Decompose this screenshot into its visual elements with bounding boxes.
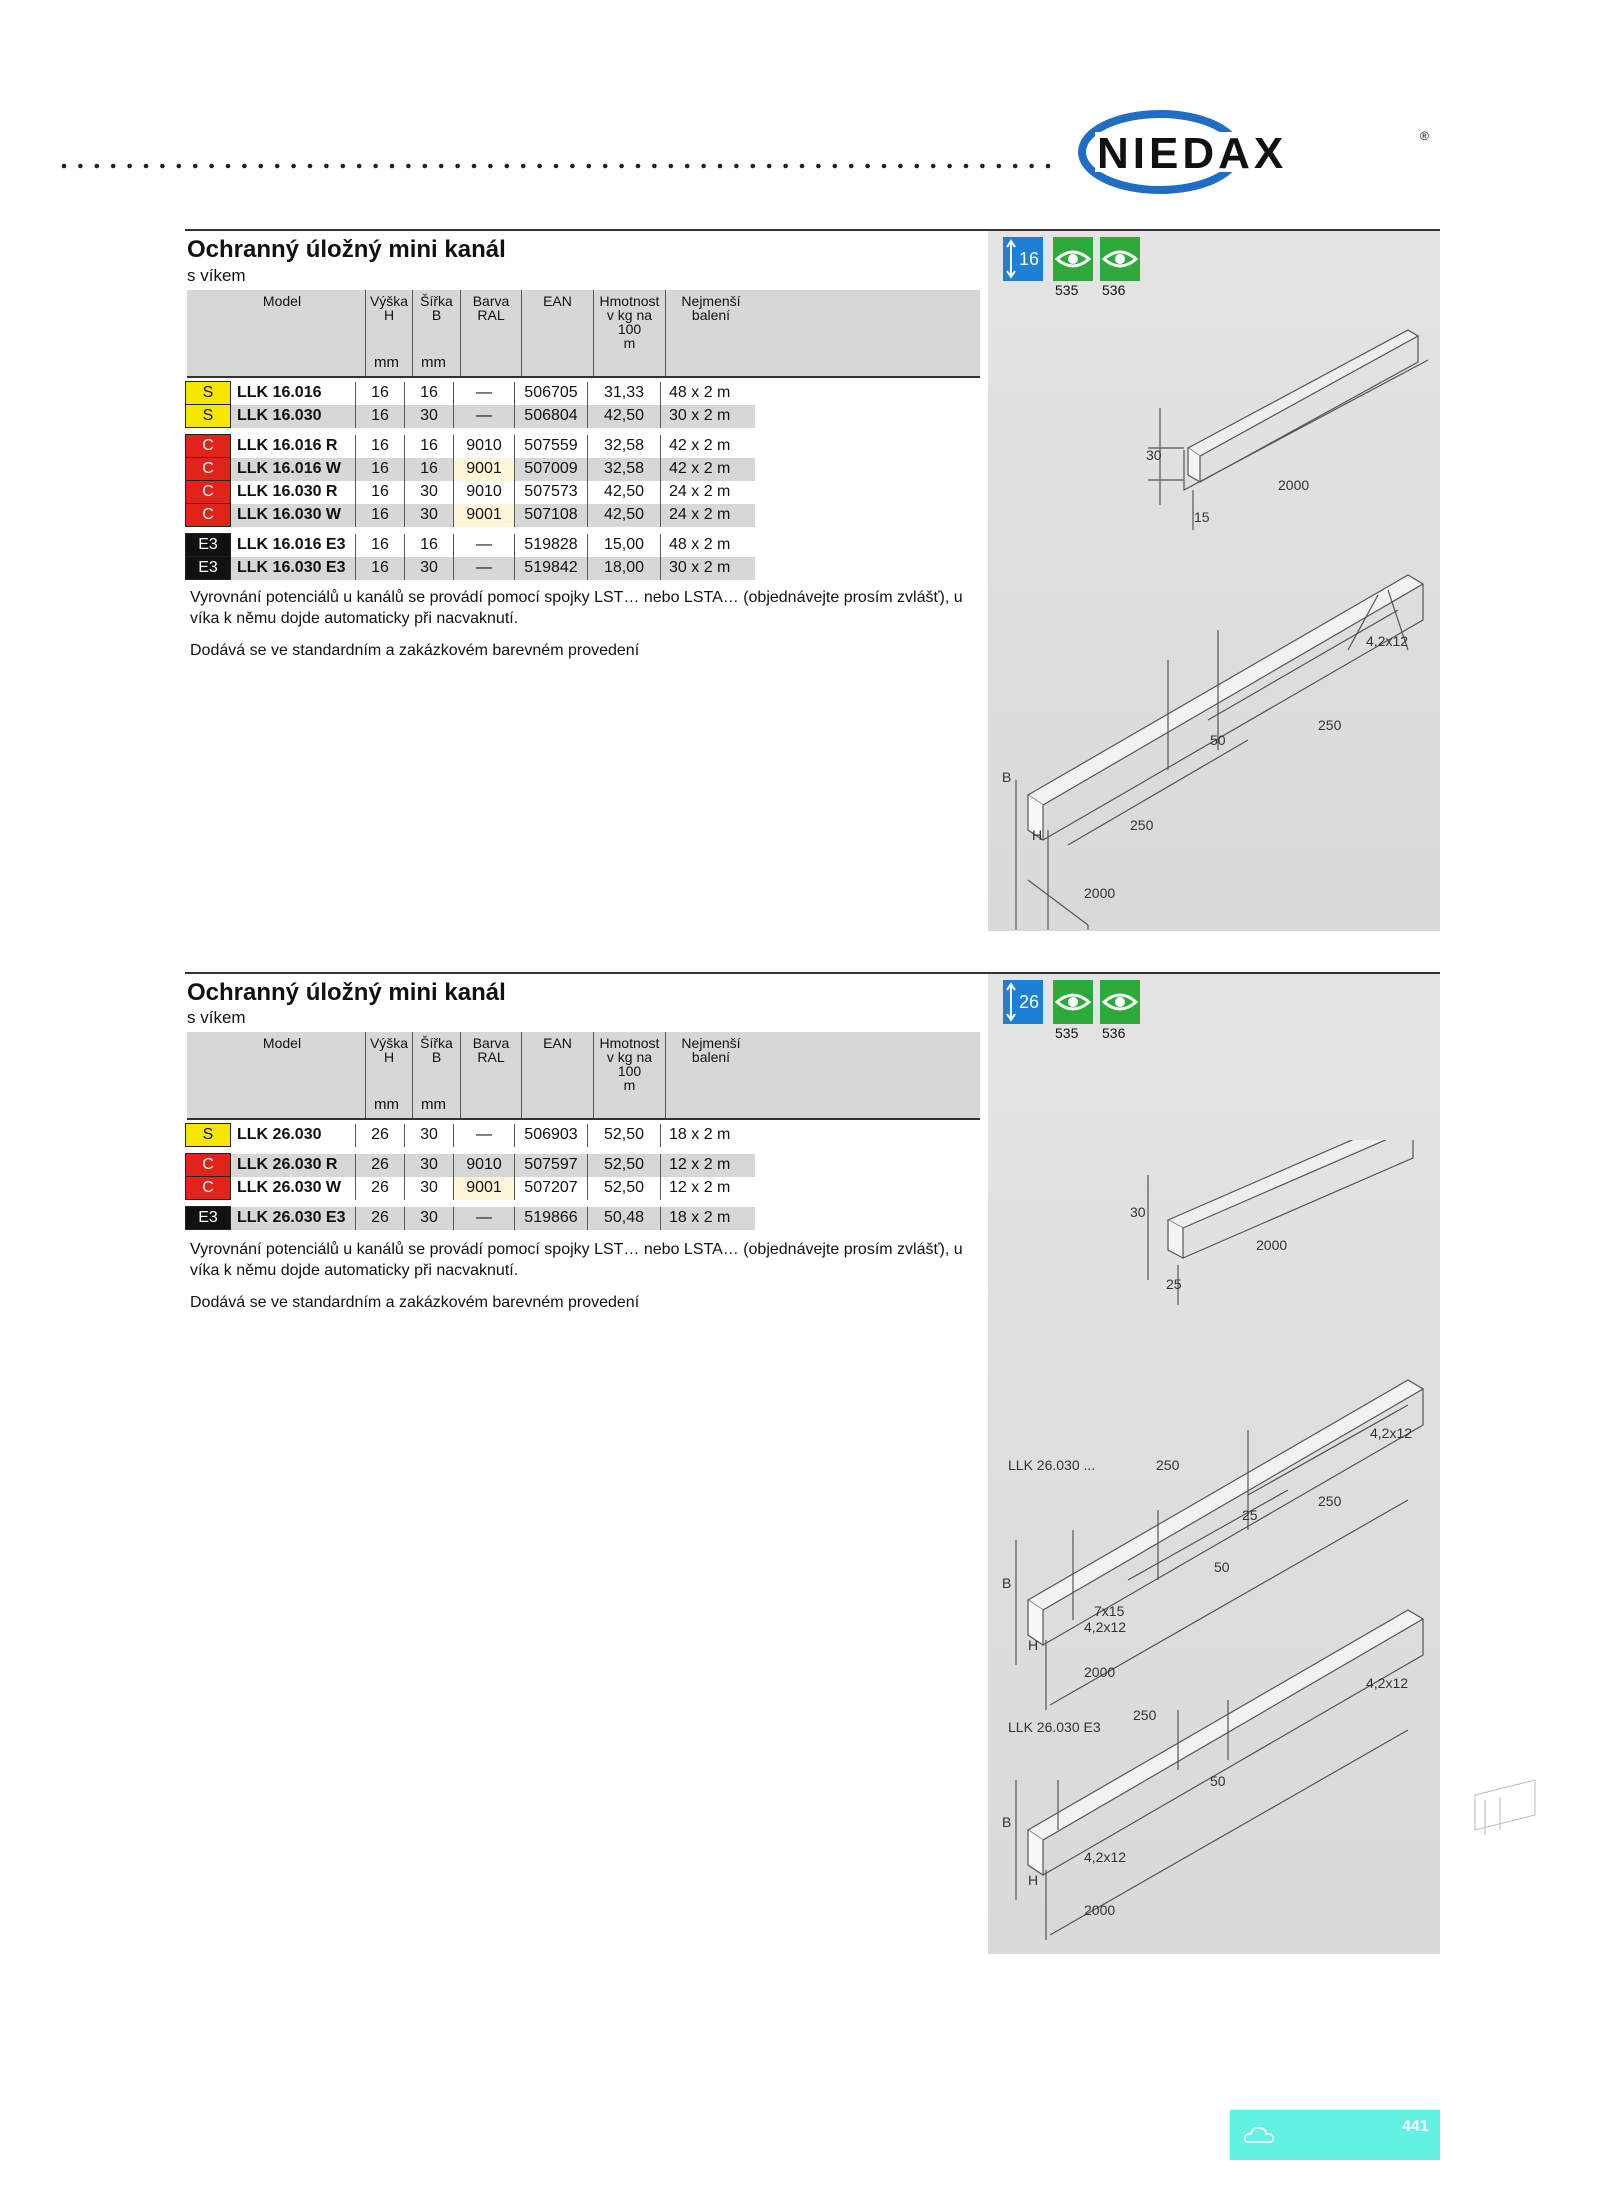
- pack-value: 24 x 2 m: [661, 504, 756, 527]
- dim-label: 4,2x12: [1370, 1425, 1413, 1441]
- col-model: Model: [262, 293, 302, 309]
- ean-value: 507009: [515, 458, 588, 481]
- width-value: 16: [405, 435, 454, 458]
- model-name: LLK 16.016 R: [237, 437, 338, 454]
- col-height-sub: H: [383, 307, 395, 323]
- unit-h: mm: [374, 354, 399, 371]
- page-number: 441: [1402, 2118, 1429, 2135]
- pack-value: 42 x 2 m: [661, 458, 756, 481]
- weight-value: 52,50: [588, 1124, 661, 1147]
- dim-label: 250: [1318, 717, 1342, 733]
- dim-label: H: [1028, 1872, 1039, 1888]
- col-pack-1: Nejmenší: [681, 1035, 741, 1051]
- col-model: Model: [262, 1035, 302, 1051]
- col-height: Výška: [369, 293, 409, 309]
- col-weight-3: 100: [617, 321, 642, 337]
- col-ean: EAN: [543, 1035, 572, 1051]
- model-name: LLK 26.030 R: [231, 1154, 356, 1177]
- width-value: 30: [405, 1207, 454, 1230]
- size-icon: [1003, 237, 1043, 281]
- model-name: LLK 16.030 R: [237, 483, 338, 500]
- icon-label: 535: [1055, 282, 1079, 298]
- technical-drawing: [988, 300, 1440, 930]
- dim-label: 50: [1210, 1773, 1226, 1789]
- model-name: LLK 26.030 W: [237, 1179, 342, 1196]
- dim-label: 4,2x12: [1084, 1619, 1127, 1635]
- dim-label: LLK 26.030 E3: [1008, 1719, 1101, 1735]
- height-value: 26: [356, 1154, 405, 1177]
- section-subtitle: s víkem: [187, 266, 246, 285]
- table-row: [186, 1124, 756, 1147]
- weight-value: 52,50: [588, 1154, 661, 1177]
- note-text: Dodává se ve standardním a zakázkovém barevném provedení: [190, 642, 640, 659]
- ean-value: 506804: [515, 405, 588, 428]
- badge-c: C: [186, 481, 231, 504]
- dim-label: 30: [1130, 1204, 1146, 1220]
- pack-value: 48 x 2 m: [661, 382, 756, 405]
- table-row: [186, 458, 756, 481]
- height-value: 16: [356, 504, 405, 527]
- ral-value: 9001: [454, 458, 515, 481]
- width-value: 30: [405, 1177, 454, 1200]
- brand-name: NIEDAX: [1097, 129, 1288, 178]
- height-value: 16: [356, 534, 405, 557]
- table-header: [187, 1032, 980, 1118]
- dim-label: 2000: [1084, 885, 1116, 901]
- unit-b: mm: [421, 1096, 446, 1113]
- height-value: 16: [356, 557, 405, 580]
- col-weight-4: m: [623, 335, 636, 351]
- col-weight-2: v kg na: [606, 1049, 653, 1065]
- eye-icon: [1100, 237, 1140, 281]
- unit-h: mm: [374, 1096, 399, 1113]
- model-name: LLK 16.030 W: [231, 504, 356, 527]
- dim-label: 15: [1194, 509, 1210, 525]
- ean-value: 519866: [515, 1207, 588, 1230]
- width-value: 30: [405, 557, 454, 580]
- ean-value: 507573: [515, 481, 588, 504]
- badge-c: C: [186, 504, 231, 527]
- col-height-sub: H: [383, 1049, 395, 1065]
- dim-label: 250: [1133, 1707, 1157, 1723]
- product-table: [185, 1123, 755, 1230]
- dim-label: 250: [1130, 817, 1154, 833]
- dim-label: H: [1032, 827, 1043, 843]
- model-name: LLK 26.030: [237, 1126, 322, 1143]
- weight-value: 52,50: [588, 1177, 661, 1200]
- table-row: [186, 1154, 756, 1177]
- icon-label: 536: [1102, 282, 1126, 298]
- model-name: LLK 16.016 W: [231, 458, 356, 481]
- dim-label: LLK 26.030 ...: [1008, 1457, 1096, 1473]
- badge-s: S: [186, 382, 231, 405]
- weight-value: 32,58: [588, 458, 661, 481]
- dim-label: 2000: [1084, 1664, 1116, 1680]
- table-row: [186, 534, 756, 557]
- width-value: 30: [405, 1154, 454, 1177]
- badge-c: C: [186, 1154, 231, 1177]
- ean-value: 519842: [515, 557, 588, 580]
- ral-value: —: [454, 534, 515, 557]
- ral-value: —: [454, 1207, 515, 1230]
- dim-label: B: [1002, 1575, 1012, 1591]
- dim-label: 25: [1166, 1276, 1182, 1292]
- dim-label: 30: [1146, 447, 1162, 463]
- dim-label: 4,2x12: [1366, 1675, 1409, 1691]
- icon-label: 535: [1055, 1025, 1079, 1041]
- table-row: [186, 382, 756, 405]
- technical-drawing: [988, 1140, 1440, 1950]
- registered-mark: ®: [1420, 129, 1429, 143]
- col-height: Výška: [369, 1035, 409, 1051]
- dim-label: 50: [1214, 1559, 1230, 1575]
- weight-value: 50,48: [588, 1207, 661, 1230]
- col-color-sub: RAL: [477, 307, 505, 323]
- ean-value: 519828: [515, 534, 588, 557]
- product-table: [185, 381, 755, 580]
- col-width: Šířka: [420, 293, 453, 309]
- dim-label: 2000: [1278, 477, 1310, 493]
- ean-value: 506903: [515, 1124, 588, 1147]
- width-value: 30: [405, 1124, 454, 1147]
- dim-label: 2000: [1256, 1237, 1288, 1253]
- badge-c: C: [186, 458, 231, 481]
- table-row: [186, 1207, 756, 1230]
- height-value: 26: [356, 1177, 405, 1200]
- ral-value: —: [454, 405, 515, 428]
- height-value: 26: [356, 1124, 405, 1147]
- section-title: Ochranný úložný mini kanál: [187, 979, 506, 1006]
- table-row: [186, 405, 756, 428]
- ral-value: 9010: [454, 481, 515, 504]
- width-value: 30: [405, 481, 454, 504]
- icon-label: 536: [1102, 1025, 1126, 1041]
- pack-value: 48 x 2 m: [661, 534, 756, 557]
- dim-label: B: [1002, 769, 1012, 785]
- model-name: LLK 16.016: [237, 384, 322, 401]
- width-value: 16: [405, 382, 454, 405]
- model-name: LLK 26.030 E3: [231, 1207, 356, 1230]
- col-pack-1: Nejmenší: [681, 293, 741, 309]
- dim-label: 4,2x12: [1084, 1849, 1127, 1865]
- col-color: Barva: [472, 293, 510, 309]
- badge-e3: E3: [186, 1207, 231, 1230]
- width-value: 16: [405, 458, 454, 481]
- dotted-separator: [60, 160, 1060, 172]
- ean-value: 506705: [515, 382, 588, 405]
- col-weight-3: 100: [617, 1063, 642, 1079]
- col-ean: EAN: [543, 293, 572, 309]
- col-color-sub: RAL: [477, 1049, 505, 1065]
- page-footer-tab: [1230, 2110, 1440, 2160]
- section-title: Ochranný úložný mini kanál: [187, 236, 506, 263]
- col-weight-4: m: [623, 1077, 636, 1093]
- col-color: Barva: [472, 1035, 510, 1051]
- table-header: [187, 290, 980, 376]
- table-row: [186, 504, 756, 527]
- note-text: Vyrovnání potenciálů u kanálů se provádí pomocí spojky LST… nebo LSTA… (objednávejte prosím zvlášť), u víka k němu dojde automaticky při nacvaknutí.: [190, 589, 963, 627]
- col-weight-2: v kg na: [606, 307, 653, 323]
- model-name: LLK 16.016 E3: [237, 536, 346, 553]
- pack-value: 18 x 2 m: [661, 1207, 756, 1230]
- badge-c: C: [186, 435, 231, 458]
- height-value: 16: [356, 458, 405, 481]
- unit-b: mm: [421, 354, 446, 371]
- dim-label: B: [1002, 1814, 1012, 1830]
- channel-sketch: [1470, 1775, 1540, 1845]
- col-width-sub: B: [431, 307, 442, 323]
- section-subtitle: s víkem: [187, 1008, 246, 1027]
- badge-e3: E3: [186, 557, 231, 580]
- width-value: 30: [405, 504, 454, 527]
- ral-value: 9001: [454, 504, 515, 527]
- weight-value: 18,00: [588, 557, 661, 580]
- badge-s: S: [186, 1124, 231, 1147]
- col-width-sub: B: [431, 1049, 442, 1065]
- ean-value: 507108: [515, 504, 588, 527]
- weight-value: 15,00: [588, 534, 661, 557]
- pack-value: 30 x 2 m: [661, 557, 756, 580]
- niedax-logo: [1075, 110, 1440, 195]
- cloud-icon: [1242, 2122, 1276, 2150]
- width-value: 16: [405, 534, 454, 557]
- ral-value: 9001: [454, 1177, 515, 1200]
- note-text: Dodává se ve standardním a zakázkovém barevném provedení: [190, 1294, 640, 1311]
- pack-value: 30 x 2 m: [661, 405, 756, 428]
- weight-value: 42,50: [588, 481, 661, 504]
- ean-value: 507207: [515, 1177, 588, 1200]
- table-row: [186, 1177, 756, 1200]
- dim-label: 50: [1210, 732, 1226, 748]
- badge-e3: E3: [186, 534, 231, 557]
- eye-icon: [1053, 980, 1093, 1024]
- col-pack-2: balení: [691, 307, 731, 323]
- pack-value: 12 x 2 m: [661, 1177, 756, 1200]
- dim-label: H: [1028, 1637, 1039, 1653]
- eye-icon: [1100, 980, 1140, 1024]
- table-row: [186, 557, 756, 580]
- badge-c: C: [186, 1177, 231, 1200]
- dim-label: 7x15: [1094, 1603, 1125, 1619]
- ral-value: 9010: [454, 435, 515, 458]
- ral-value: —: [454, 557, 515, 580]
- pack-value: 12 x 2 m: [661, 1154, 756, 1177]
- table-row: [186, 481, 756, 504]
- size-icon: [1003, 980, 1043, 1024]
- col-pack-2: balení: [691, 1049, 731, 1065]
- height-value: 16: [356, 382, 405, 405]
- ean-value: 507559: [515, 435, 588, 458]
- col-weight-1: Hmotnost: [599, 1035, 660, 1051]
- pack-value: 42 x 2 m: [661, 435, 756, 458]
- eye-icon: [1053, 237, 1093, 281]
- model-name: LLK 16.030: [231, 405, 356, 428]
- height-value: 16: [356, 405, 405, 428]
- dim-label: 250: [1156, 1457, 1180, 1473]
- dim-label: 25: [1242, 1507, 1258, 1523]
- weight-value: 42,50: [588, 504, 661, 527]
- pack-value: 24 x 2 m: [661, 481, 756, 504]
- ral-value: —: [454, 382, 515, 405]
- dim-label: 4,2x12: [1366, 633, 1409, 649]
- note-text: Vyrovnání potenciálů u kanálů se provádí pomocí spojky LST… nebo LSTA… (objednávejte prosím zvlášť), u víka k němu dojde automaticky při nacvaknutí.: [190, 1241, 963, 1279]
- width-value: 30: [405, 405, 454, 428]
- col-weight-1: Hmotnost: [599, 293, 660, 309]
- dim-label: 2000: [1084, 1902, 1116, 1918]
- pack-value: 18 x 2 m: [661, 1124, 756, 1147]
- ral-value: —: [454, 1124, 515, 1147]
- height-value: 16: [356, 481, 405, 504]
- height-value: 26: [356, 1207, 405, 1230]
- size-label: 26: [1019, 992, 1040, 1012]
- weight-value: 31,33: [588, 382, 661, 405]
- size-label: 16: [1019, 249, 1040, 269]
- ral-value: 9010: [454, 1154, 515, 1177]
- col-width: Šířka: [420, 1035, 453, 1051]
- weight-value: 32,58: [588, 435, 661, 458]
- table-row: [186, 435, 756, 458]
- height-value: 16: [356, 435, 405, 458]
- badge-s: S: [186, 405, 231, 428]
- dim-label: 250: [1318, 1493, 1342, 1509]
- weight-value: 42,50: [588, 405, 661, 428]
- model-name: LLK 16.030 E3: [231, 557, 356, 580]
- ean-value: 507597: [515, 1154, 588, 1177]
